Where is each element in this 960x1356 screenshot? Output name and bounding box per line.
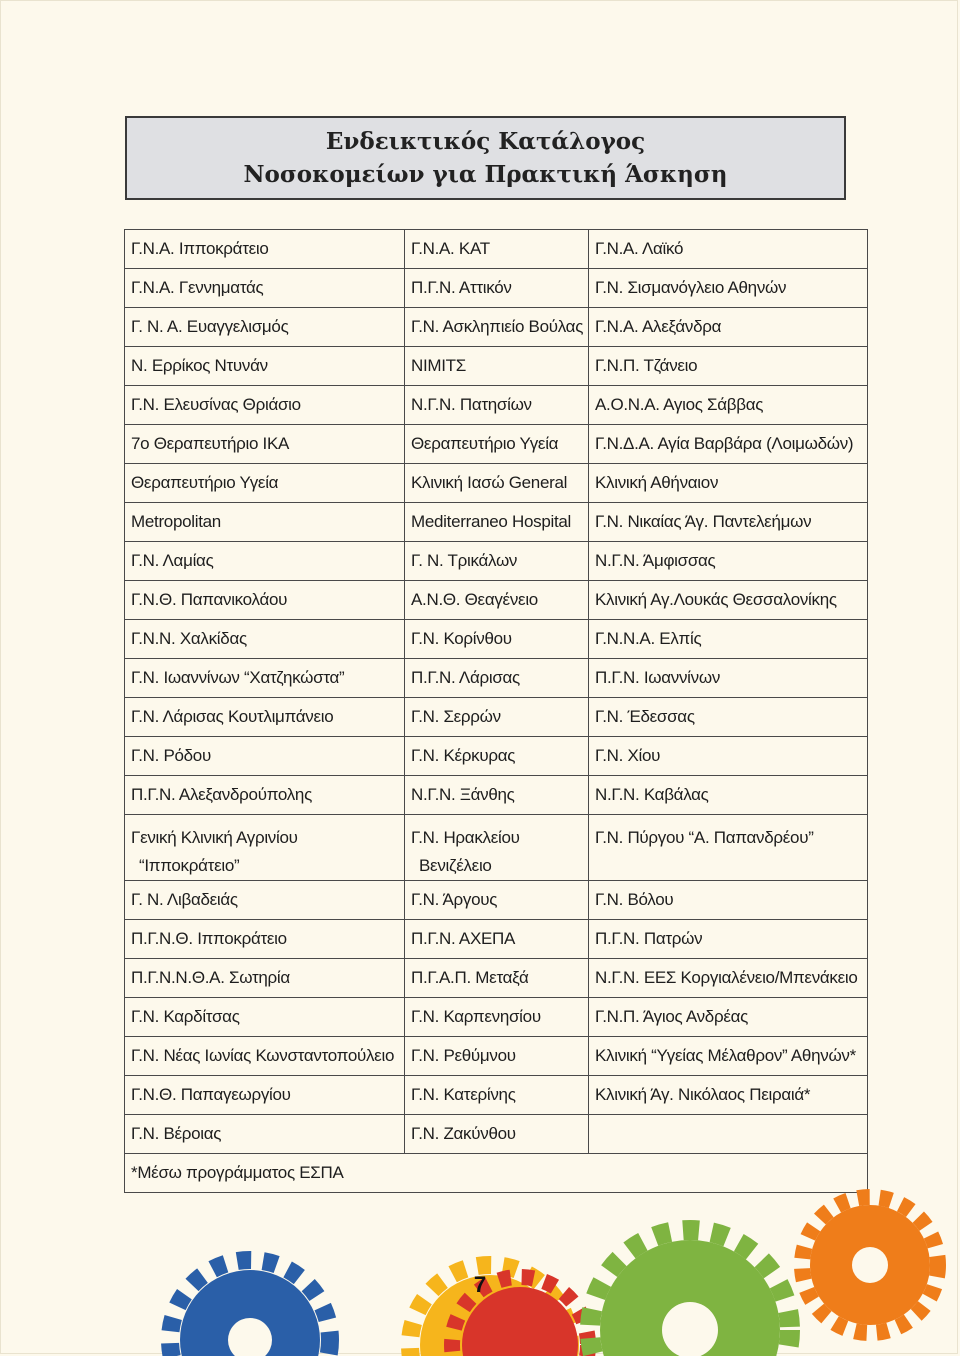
table-cell: Α.Ο.Ν.Α. Αγιος Σάββας	[589, 386, 868, 425]
table-cell: Κλινική “Υγείας Μέλαθρον” Αθηνών*	[589, 1037, 868, 1076]
table-cell: Γ.Ν. Ελευσίνας Θριάσιο	[125, 386, 405, 425]
table-cell: Γ.Ν. Νέας Ιωνίας Κωνσταντοπούλειο	[125, 1037, 405, 1076]
table-cell: Γ.Ν. Κατερίνης	[405, 1076, 589, 1115]
table-cell: Γ.Ν. Κέρκυρας	[405, 737, 589, 776]
table-cell: Α.Ν.Θ. Θεαγένειο	[405, 581, 589, 620]
table-cell: Γ.Ν.Ν.Α. Ελπίς	[589, 620, 868, 659]
footnote: *Μέσω προγράμματος ΕΣΠΑ	[125, 1154, 868, 1193]
table-cell: Ν.Γ.Ν. Ξάνθης	[405, 776, 589, 815]
table-cell: Γ.Ν. Ζακύνθου	[405, 1115, 589, 1154]
table-cell: Γ.Ν.Α. Ιπποκράτειο	[125, 230, 405, 269]
table-cell: Γ.Ν.Π. Τζάνειο	[589, 347, 868, 386]
table-cell: Ν. Ερρίκος Ντυνάν	[125, 347, 405, 386]
table-cell: 7ο Θεραπευτήριο ΙΚΑ	[125, 425, 405, 464]
table-cell: Π.Γ.Ν.Ν.Θ.Α. Σωτηρία	[125, 959, 405, 998]
table-cell: Γ.Ν. Σερρών	[405, 698, 589, 737]
table-cell: Γ.Ν. Νικαίας Άγ. Παντελεήμων	[589, 503, 868, 542]
table-cell: Γ.Ν.Α. Λαϊκό	[589, 230, 868, 269]
cell-line: “Ιπποκράτειο”	[139, 856, 240, 875]
table-cell: Ν.Γ.Ν. Άμφισσας	[589, 542, 868, 581]
table-cell: Γ.Ν. Χίου	[589, 737, 868, 776]
table-cell: Ν.Γ.Ν. Καβάλας	[589, 776, 868, 815]
table-cell: Γ.Ν. Καρδίτσας	[125, 998, 405, 1037]
page-number: 7	[473, 1272, 487, 1297]
table-cell: Γ.Ν.Α. ΚΑΤ	[405, 230, 589, 269]
title-line-1: Ενδεικτικός Κατάλογος	[325, 128, 646, 155]
table-cell: Γ.Ν. Έδεσσας	[589, 698, 868, 737]
table-cell: Π.Γ.Ν. Ιωαννίνων	[589, 659, 868, 698]
table-cell: Γ.Ν. Λαμίας	[125, 542, 405, 581]
table-cell: Γ.Ν.Θ. Παπαγεωργίου	[125, 1076, 405, 1115]
table-cell: Γ.Ν. Πύργου “Α. Παπανδρέου”	[589, 815, 868, 881]
table-cell: Γ.Ν. Κορίνθου	[405, 620, 589, 659]
table-cell: Π.Γ.Ν. Λάρισας	[405, 659, 589, 698]
table-cell: Π.Γ.Ν. Αλεξανδρούπολης	[125, 776, 405, 815]
table-cell: Θεραπευτήριο Υγεία	[405, 425, 589, 464]
table-cell: Π.Γ.Ν. Αττικόν	[405, 269, 589, 308]
table-cell: Κλινική Αθήναιον	[589, 464, 868, 503]
table-cell: Θεραπευτήριο Υγεία	[125, 464, 405, 503]
table-cell: Mediterraneo Hospital	[405, 503, 589, 542]
table-cell: Κλινική Ιασώ General	[405, 464, 589, 503]
cell-line: Βενιζέλειο	[419, 856, 492, 875]
table-cell: Γ.Ν. Ιωαννίνων “Χατζηκώστα”	[125, 659, 405, 698]
table-cell: Γ.Ν. Βόλου	[589, 881, 868, 920]
table-cell: Γ.Ν.Α. Αλεξάνδρα	[589, 308, 868, 347]
cell-line: Γενική Κλινική Αγρινίου	[131, 828, 298, 847]
table-cell: Metropolitan	[125, 503, 405, 542]
gear-icon-orange	[802, 1197, 938, 1333]
table-cell: Π.Γ.Ν. Πατρών	[589, 920, 868, 959]
table-cell: Γ.Ν.Ν. Χαλκίδας	[125, 620, 405, 659]
table-cell: Π.Γ.Ν.Θ. Ιπποκράτειο	[125, 920, 405, 959]
table-cell: Γ.Ν.Α. Γεννηματάς	[125, 269, 405, 308]
table-cell: Γ.Ν. Καρπενησίου	[405, 998, 589, 1037]
table-cell: Γ. Ν. Τρικάλων	[405, 542, 589, 581]
table-cell: Γ.Ν.Θ. Παπανικολάου	[125, 581, 405, 620]
table-cell: Κλινική Αγ.Λουκάς Θεσσαλονίκης	[589, 581, 868, 620]
table-cell: Γ.Ν. Σισμανόγλειο Αθηνών	[589, 269, 868, 308]
table-cell: Π.Γ.Ν. ΑΧΕΠΑ	[405, 920, 589, 959]
table-cell: Γ.Ν.Δ.Α. Αγία Βαρβάρα (Λοιμωδών)	[589, 425, 868, 464]
table-cell: Γ.Ν.Π. Άγιος Ανδρέας	[589, 998, 868, 1037]
table-cell: Π.Γ.Α.Π. Μεταξά	[405, 959, 589, 998]
table-cell: Γ.Ν. Ρεθύμνου	[405, 1037, 589, 1076]
table-cell: Γ. Ν. Λιβαδειάς	[125, 881, 405, 920]
table-cell: Κλινική Άγ. Νικόλαος Πειραιά*	[589, 1076, 868, 1115]
table-cell: Γ.Ν. Λάρισας Κουτλιμπάνειο	[125, 698, 405, 737]
title-line-2: Νοσοκομείων για Πρακτική Άσκηση	[243, 161, 728, 188]
cell-line: Γ.Ν. Ηρακλείου	[411, 828, 520, 847]
table-cell: Γ. Ν. Α. Ευαγγελισμός	[125, 308, 405, 347]
table-cell: ΝΙΜΙΤΣ	[405, 347, 589, 386]
table-cell: Γ.Ν. Ασκληπιείο Βούλας	[405, 308, 589, 347]
table-cell: Ν.Γ.Ν. ΕΕΣ Κοργιαλένειο/Μπενάκειο	[589, 959, 868, 998]
table-cell: Γ.Ν. Άργους	[405, 881, 589, 920]
table-cell: Ν.Γ.Ν. Πατησίων	[405, 386, 589, 425]
table-cell: Γ.Ν. Ρόδου	[125, 737, 405, 776]
table-cell: Γ.Ν. Βέροιας	[125, 1115, 405, 1154]
